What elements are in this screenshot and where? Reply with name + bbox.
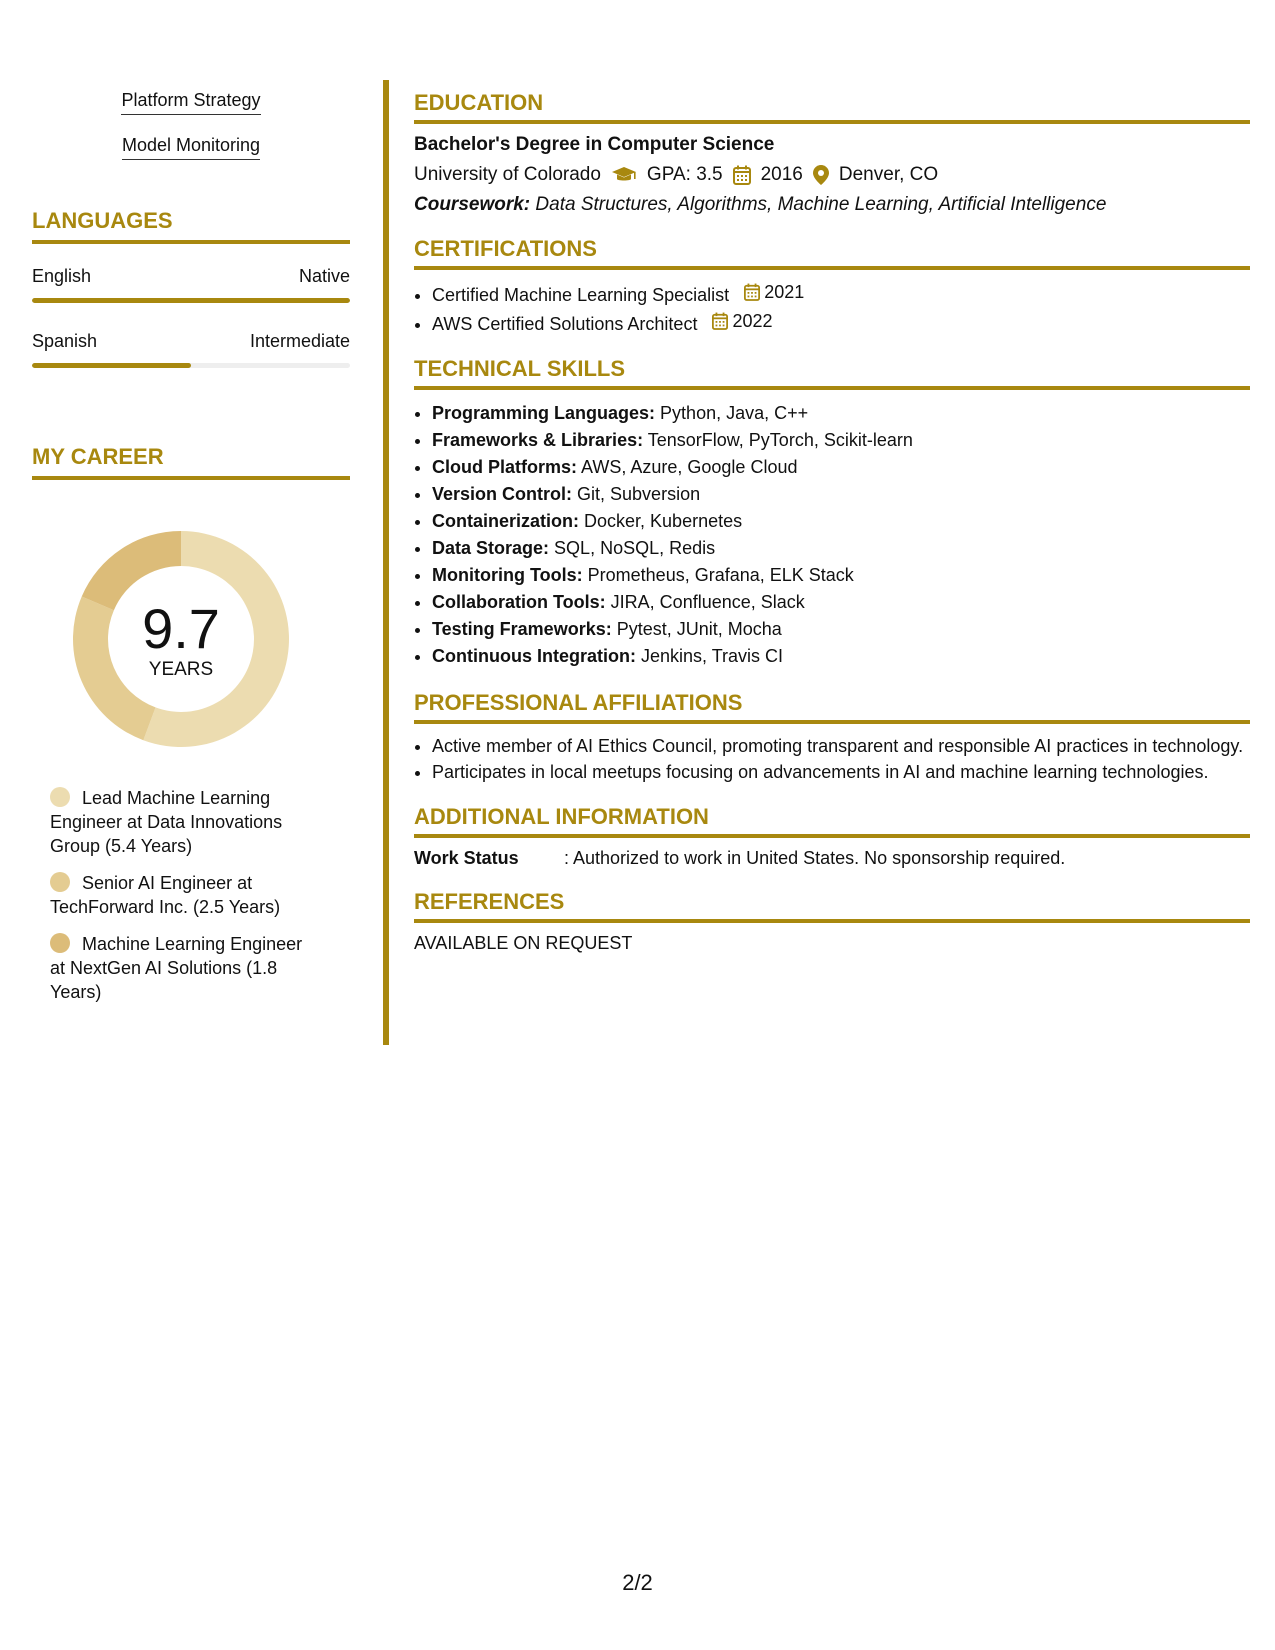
skill-label: Data Storage:	[432, 538, 550, 558]
additional-info-heading: ADDITIONAL INFORMATION	[414, 804, 1250, 838]
skill-value: TensorFlow, PyTorch, Scikit-learn	[647, 430, 913, 450]
work-status-value: : Authorized to work in United States. No sponsorship required.	[564, 848, 1066, 868]
language-bar-fill	[32, 363, 191, 368]
language-level: Native	[298, 266, 350, 286]
skill-tag: Model Monitoring	[122, 135, 260, 160]
career-legend-item	[50, 932, 320, 1004]
certifications-heading: CERTIFICATIONS	[414, 236, 1250, 270]
career-legend-text: Lead Machine Learning Engineer at Data Innovations Group (5.4 Years)	[50, 788, 283, 856]
affiliation-item: • Active member of AI Ethics Council, promoting transparent and responsible AI practices in technology.	[432, 734, 1250, 758]
career-total-years: 9.7	[142, 597, 220, 660]
page-number: 2/2	[622, 1570, 653, 1595]
calendar-icon	[712, 312, 728, 330]
coursework-list: Data Structures, Algorithms, Machine Learning, Artificial Intelligence	[535, 194, 1107, 215]
technical-skills-heading: TECHNICAL SKILLS	[414, 356, 1250, 390]
column-divider	[383, 80, 389, 1045]
skill-value: SQL, NoSQL, Redis	[554, 538, 716, 558]
skill-item	[432, 400, 1250, 427]
graduation-cap-icon	[611, 166, 637, 184]
main-content	[414, 80, 1250, 974]
coursework	[414, 194, 1250, 216]
affiliations-section	[414, 690, 1250, 784]
gpa: GPA: 3.5	[646, 164, 723, 185]
legend-dot-icon	[50, 787, 70, 807]
language-spanish	[32, 331, 350, 368]
career-legend-item	[50, 786, 320, 858]
skill-value: JIRA, Confluence, Slack	[610, 592, 805, 612]
sidebar	[32, 80, 350, 1017]
career-legend-text: Machine Learning Engineer at NextGen AI Solutions (1.8 Years)	[50, 934, 303, 1002]
skill-item	[432, 535, 1250, 562]
skill-tag: Platform Strategy	[121, 90, 260, 115]
coursework-label: Coursework:	[414, 194, 531, 215]
legend-dot-icon	[50, 933, 70, 953]
skill-item	[432, 427, 1250, 454]
certification-name: AWS Certified Solutions Architect	[432, 314, 698, 334]
certification-name: Certified Machine Learning Specialist	[432, 285, 730, 305]
skill-value: AWS, Azure, Google Cloud	[581, 457, 798, 477]
language-bar	[32, 298, 350, 303]
certification-item	[432, 309, 1250, 336]
education-heading: EDUCATION	[414, 90, 1250, 124]
skill-label: Version Control:	[432, 484, 573, 504]
language-name: Spanish	[32, 331, 98, 351]
skill-item	[432, 589, 1250, 616]
graduation-year: 2016	[760, 164, 803, 185]
references-text: AVAILABLE ON REQUEST	[414, 933, 633, 953]
skill-label: Collaboration Tools:	[432, 592, 606, 612]
legend-dot-icon	[50, 872, 70, 892]
education-details	[414, 164, 1250, 186]
location-pin-icon	[813, 165, 829, 185]
skill-value: Python, Java, C++	[660, 403, 809, 423]
skill-item	[432, 562, 1250, 589]
school-location: Denver, CO	[838, 164, 939, 185]
career-donut-chart	[66, 524, 296, 754]
skill-value: Jenkins, Travis CI	[640, 646, 784, 666]
language-english	[32, 266, 350, 303]
skill-label: Programming Languages:	[432, 403, 656, 423]
references-section	[414, 889, 1250, 954]
affiliations-list	[414, 734, 1250, 784]
skill-label: Testing Frameworks:	[432, 619, 612, 639]
degree-title: Bachelor's Degree in Computer Science	[414, 134, 775, 155]
languages-heading: LANGUAGES	[32, 208, 350, 244]
education-section	[414, 90, 1250, 216]
skill-label: Continuous Integration:	[432, 646, 636, 666]
skill-value: Pytest, JUnit, Mocha	[616, 619, 782, 639]
skill-item	[432, 616, 1250, 643]
work-status-row	[414, 848, 1250, 869]
skill-value: Prometheus, Grafana, ELK Stack	[587, 565, 854, 585]
certification-year: 2022	[732, 311, 773, 331]
skill-item	[432, 481, 1250, 508]
certification-item	[432, 280, 1250, 307]
language-bar-fill	[32, 298, 350, 303]
references-heading: REFERENCES	[414, 889, 1250, 923]
skill-item	[432, 454, 1250, 481]
work-status-label: Work Status	[414, 848, 519, 868]
career-legend	[50, 786, 320, 1004]
career-total-unit: YEARS	[148, 659, 214, 680]
skill-value: Docker, Kubernetes	[584, 511, 743, 531]
technical-skills-section	[414, 356, 1250, 670]
school-name: University of Colorado	[414, 164, 601, 185]
certifications-section	[414, 236, 1250, 336]
affiliation-item: • Participates in local meetups focusing on advancements in AI and machine learning technologies.	[432, 760, 1250, 784]
skill-label: Cloud Platforms:	[432, 457, 578, 477]
skill-label: Frameworks & Libraries:	[432, 430, 644, 450]
certifications-list	[414, 280, 1250, 336]
skill-label: Monitoring Tools:	[432, 565, 583, 585]
career-legend-text: Senior AI Engineer at TechForward Inc. (2.5 Years)	[50, 873, 281, 917]
skill-label: Containerization:	[432, 511, 579, 531]
skill-item	[432, 643, 1250, 670]
skill-tags	[32, 90, 350, 160]
career-heading: MY CAREER	[32, 444, 350, 480]
technical-skills-list	[414, 400, 1250, 670]
language-name: English	[32, 266, 92, 286]
skill-value: Git, Subversion	[577, 484, 701, 504]
calendar-icon	[733, 165, 751, 185]
certification-year: 2021	[764, 282, 805, 302]
calendar-icon	[744, 283, 760, 301]
language-level: Intermediate	[249, 331, 350, 351]
skill-item	[432, 508, 1250, 535]
language-bar	[32, 363, 350, 368]
career-legend-item	[50, 871, 320, 919]
additional-info-section	[414, 804, 1250, 869]
affiliations-heading: PROFESSIONAL AFFILIATIONS	[414, 690, 1250, 724]
